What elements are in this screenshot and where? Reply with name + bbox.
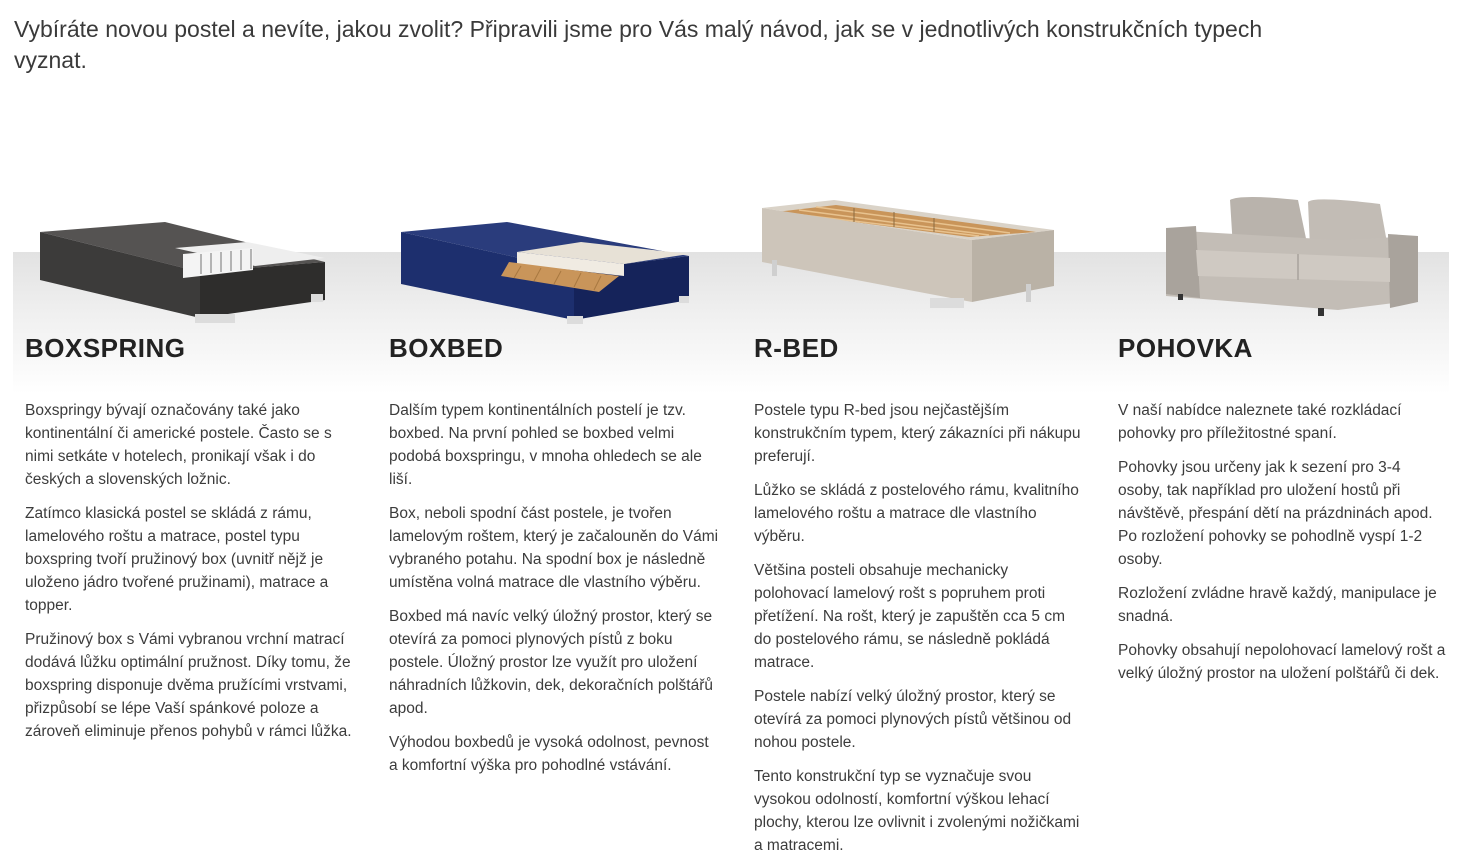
paragraph: Výhodou boxbedů je vysoká odolnost, pevnost a komfortní výška pro pohodlné vstávání. — [389, 734, 709, 774]
paragraph: Tento konstrukční typ se vyznačuje svou vysokou odolností, komfortní výškou lehací plochy, kterou lze ovlivnit i zvolenými nožičkami a matracemi. — [754, 768, 1080, 854]
paragraph: V naší nabídce naleznete také rozkládací pohovky pro příležitostné spaní. — [1118, 402, 1402, 442]
paragraph: Box, neboli spodní část postele, je tvořen lamelovým roštem, který je začalouněn do Vámi vybraného potahu. Na spodní box je následně umístěna volná matrace dle vlastního výběru. — [389, 505, 719, 591]
intro-text: Vybíráte novou postel a nevíte, jakou zvolit? Připravili jsme pro Vás malý návod, jak se v jednotlivých konstrukčních typech vyznat. — [14, 16, 1263, 73]
paragraph: Pohovky jsou určeny jak k sezení pro 3-4 osoby, tak například pro uložení hostů při návštěvě, přespání dětí na prázdninách apod. Po rozložení pohovky se pohodlně vyspí 1-2 osoby. — [1118, 459, 1433, 568]
column-text — [1118, 399, 1448, 696]
boxbed-bed-image — [389, 190, 699, 330]
column-title: POHOVKA — [1118, 333, 1253, 363]
column-text — [754, 399, 1084, 868]
paragraph: Pružinový box s Vámi vybranou vrchní matrací dodává lůžku optimální pružnost. Díky tomu, že boxspring disponuje dvěma pružícími vrstvami, přizpůsobí se lépe Vaší spánkové poloze a zároveň eliminuje přenos pohybů v rámci lůžka. — [25, 631, 352, 740]
paragraph: Zatímco klasická postel se skládá z rámu, lamelového roštu a matrace, postel typu boxspring tvoří pružinový box (uvnitř nějž je uloženo jádro tvořené pružinami), matrace a topper. — [25, 505, 329, 614]
rbed-bed-image — [754, 190, 1064, 330]
paragraph: Lůžko se skládá z postelového rámu, kvalitního lamelového roštu a matrace dle vlastního výběru. — [754, 482, 1079, 545]
paragraph: Postele typu R-bed jsou nejčastějším konstrukčním typem, který zákazníci při nákupu preferují. — [754, 402, 1081, 465]
column-text — [389, 399, 719, 788]
column-title: BOXBED — [389, 333, 504, 363]
paragraph: Boxbed má navíc velký úložný prostor, který se otevírá za pomoci plynových pístů z boku postele. Úložný prostor lze využít pro uložení náhradních lůžkovin, dek, dekoračních polštářů apod. — [389, 608, 713, 717]
column-text — [25, 399, 355, 754]
paragraph: Dalším typem kontinentálních postelí je tzv. boxbed. Na první pohled se boxbed velmi podobá boxspringu, v mnoha ohledech se ale liší. — [389, 402, 702, 488]
paragraph: Boxspringy bývají označovány také jako kontinentální či americké postele. Často se s nimi setkáte v hotelech, pronikají však i do českých a slovenských ložnic. — [25, 402, 332, 488]
column-title: R-BED — [754, 333, 839, 363]
paragraph: Rozložení zvládne hravě každý, manipulace je snadná. — [1118, 585, 1437, 625]
paragraph: Postele nabízí velký úložný prostor, který se otevírá za pomoci plynových pístů většinou od nohou postele. — [754, 688, 1072, 751]
sofa-image — [1118, 190, 1428, 330]
column-title: BOXSPRING — [25, 333, 186, 363]
paragraph: Pohovky obsahují nepolohovací lamelový rošt a velký úložný prostor na uložení polštářů či dek. — [1118, 642, 1446, 682]
boxspring-bed-image — [25, 190, 335, 330]
paragraph: Většina posteli obsahuje mechanicky polohovací lamelový rošt s popruhem proti přetížení. Na rošt, který je zapuštěn cca 5 cm do postelového rámu, se následně pokládá matrace. — [754, 562, 1065, 671]
